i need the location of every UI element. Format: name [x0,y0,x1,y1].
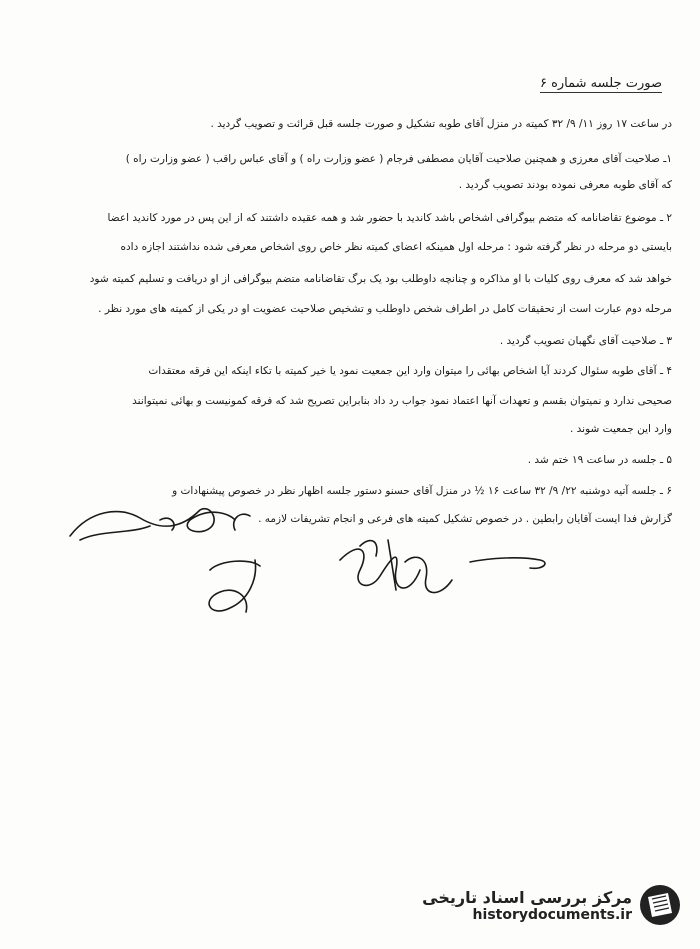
signature-2 [209,560,260,612]
body-line: در ساعت ۱۷ روز ۱۱/ ۹/ ۳۲ کمیته در منزل آقای طوبه تشکیل و صورت جلسه قبل قرائت و تصویب گردید . [210,118,672,130]
watermark-text [422,888,632,923]
document-title: صورت جلسه شماره ۶ [539,76,662,91]
body-line: ۳ ـ صلاحیت آقای نگهبان تصویب گردید . [499,335,672,347]
body-line: مرحله دوم عبارت است از تحقیقات کامل در اطراف شخص داوطلب و تشخیص صلاحیت عضویت او در یکی از کمیته های مورد نظر . [98,303,672,315]
body-line: ۶ ـ جلسه آتیه دوشنبه ۲۲/ ۹/ ۳۲ ساعت ۱۶ ½ در منزل آقای حسنو دستور جلسه اظهار نظر در خصوص پیشنهادات و [172,485,672,497]
signature-3 [340,540,452,593]
watermark-persian: مرکز بررسی اسناد تاریخی [422,887,632,907]
body-line: ۴ ـ آقای طوبه سئوال کردند آیا اشخاص بهائی را میتوان وارد این جمعیت نمود یا خیر کمیته با تکاء اینکه این فرقه معتقدات [148,365,672,377]
body-line: وارد این جمعیت شوند . [569,423,672,435]
body-line: بایستی دو مرحله در نظر گرفته شود : مرحله اول همینکه اعضای کمیته نظر خاص روی اشخاص معرفی شده نداشتند اجازه داده [120,241,672,253]
document-logo-icon [638,883,682,927]
body-line: صحیحی ندارد و نمیتوان بقسم و تعهدات آنها اعتماد نمود جواب رد داد بنابراین تصریح شد که فرقه کمونیست و بهائی نمیتوانند [132,395,672,407]
watermark [392,879,682,931]
signatures [60,500,620,640]
body-line: خواهد شد که معرف روی کلیات با او مذاکره و چنانچه داوطلب بود یک برگ تقاضانامه متضم بیوگرافی از او دریافت و تسلیم کمیته شود [89,273,672,285]
signature-1 [70,509,250,540]
body-line: ۲ ـ موضوع تقاضانامه که متضم بیوگرافی اشخاص باشد کاندید با حضور شد و همه عقیده داشتند که از این پس در مورد کاندید اعضا [107,212,672,224]
signature-4 [470,558,545,568]
body-line: که آقای طوبه معرفی نموده بودند تصویب گردید . [458,179,672,191]
body-line: ۱ـ صلاحیت آقای معرزی و همچنین صلاحیت آقایان مصطفی فرجام ( عضو وزارت راه ) و آقای عباس راقب ( عضو وزارت راه ) [125,153,672,165]
body-line: ۵ ـ جلسه در ساعت ۱۹ ختم شد . [527,454,672,466]
body-line: گزارش فدا ایست آقایان رابطین . در خصوص تشکیل کمیته های فرعی و انجام تشریفات لازمه . [258,513,672,525]
watermark-url: historydocuments.ir [472,906,632,923]
